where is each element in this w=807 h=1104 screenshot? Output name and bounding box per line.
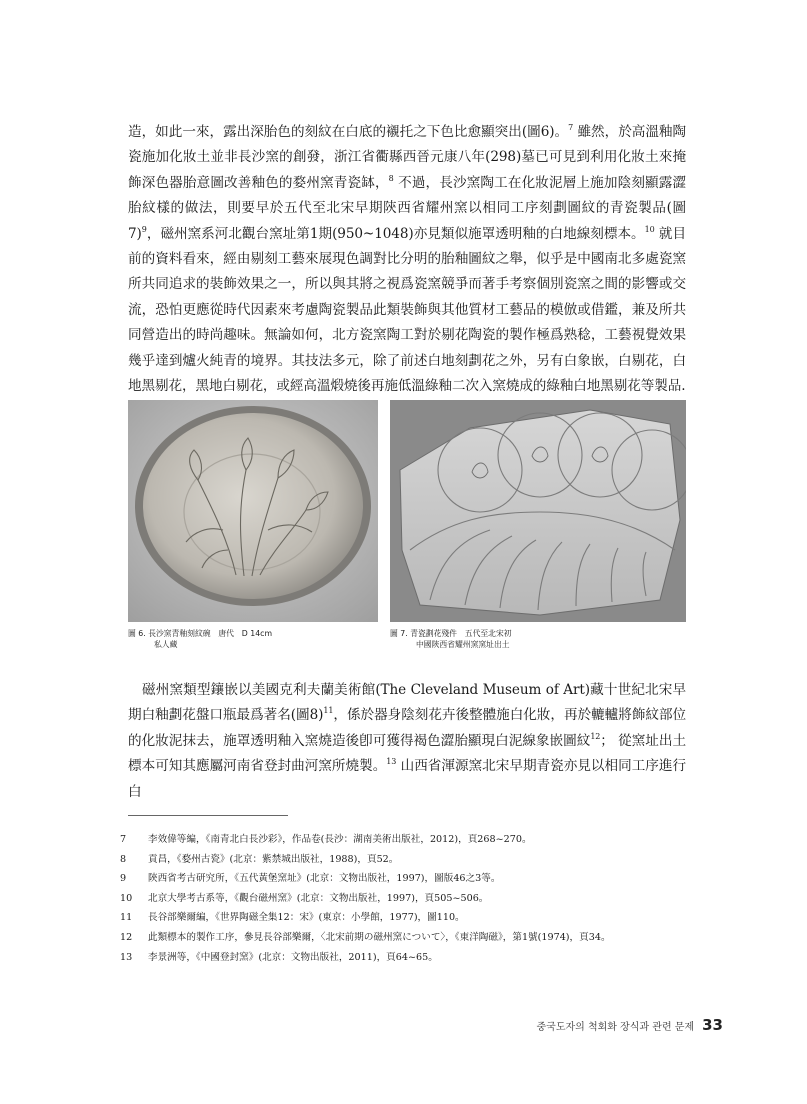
paragraph-text: 就目前的資料看來，經由剔刻工藝來展現色調對比分明的胎釉圖紋之舉，似乎是中國南北多處瓷窯所共同追求的裝飾效果之一，所以與其將之視爲瓷窯競爭而著手考察個別瓷窯之間的影響或交流，恐怕更應從時代因素來考慮陶瓷製品此類裝飾與其他質材工藝品的模倣或借鑑，兼及所共同營造出的時尚趣味。無論如何，北方瓷窯陶工對於剔花陶瓷的製作極爲熟稔，工藝視覺效果幾乎達到爐火純青的境界。其技法多元，除了前述白地刻劃花之外，另有白象嵌，白剔花，白地黑剔花，黑地白剔花，或經高溫煅燒後再施低溫綠釉二次入窯燒成的綠釉白地黑剔花等製品. (128, 225, 686, 395)
running-title: 중국도자의 척회화 장식과 관련 문제 (536, 1022, 695, 1033)
footnote-ref[interactable]: 7 (568, 123, 574, 132)
footnote-item (120, 850, 690, 870)
paragraph-text: ，係於器身陰刻花卉後整體施白化妝，再於轆轤將飾紋部位的化妝泥抹去，施罩透明釉入窯燒造後卽可獲得褐色澀胎顯現白泥線象嵌圖紋 (128, 707, 686, 749)
footnote-item (120, 948, 690, 968)
footnote-item (120, 889, 690, 909)
caption-line: 中國陝西省耀州窯窯址出土 (416, 640, 510, 649)
footnote-text: 此類標本的製作工序，參見長谷部樂爾，〈北宋前期の磁州窯について〉，《東洋陶磁》，第1號(1974)，頁34。 (148, 931, 611, 943)
footnote-text: 北京大學考古系等，《觀台磁州窯》(北京：文物出版社，1997)，頁505~506。 (148, 892, 489, 904)
figure-7-shard-photo (390, 400, 686, 622)
paragraph-text: ； 從窯址出土標本可知其應屬河南省登封曲河窯所燒製。 (128, 732, 686, 775)
footnote-number: 11 (120, 912, 133, 924)
paragraph-text: 不過，長沙窯陶工在化妝泥層上施加陰刻顯露澀胎紋樣的做法，則要早於五代至北宋早期陝西省耀州窯以相同工序刻劃圖紋的青瓷製品(圖7) (128, 174, 686, 242)
paragraph-text: ，磁州窯系河北觀台窯址第1期(950~1048)亦見類似施罩透明釉的白地線刻標本。 (146, 225, 645, 242)
footnote-item (120, 869, 690, 889)
footnote-number: 7 (120, 834, 127, 845)
body-paragraph-1 (128, 120, 686, 399)
bowl-image (128, 400, 378, 622)
paragraph-text: 造，如此一來，露出深胎色的刻紋在白底的襯托之下色比愈顯突出(圖6)。 (128, 124, 569, 140)
footnote-text: 長谷部樂爾編，《世界陶磁全集12：宋》(東京：小學館，1977)，圖110。 (148, 912, 465, 924)
footnote-number: 8 (120, 853, 127, 865)
paragraph-text: 磁州窯類型鑲嵌以美國克利夫蘭美術館(The Cleveland Museum of Art)藏十世紀北宋早期白釉劃花盤口瓶最爲著名(圖8) (128, 682, 686, 724)
footnote-number: 10 (120, 892, 133, 904)
body-paragraph-2 (128, 678, 686, 805)
footnote-text: 李景洲等，《中國登封窯》(北京：文物出版社，2011)，頁64~65。 (148, 951, 438, 963)
footnote-ref[interactable]: 9 (141, 224, 147, 234)
shard-image (390, 400, 686, 622)
footnote-divider (128, 815, 288, 816)
footnote-text: 貢昌，《婺州古瓷》(北京：紫禁城出版社，1988)，頁52。 (148, 853, 399, 865)
footnote-number: 13 (120, 951, 133, 963)
footnote-ref[interactable]: 8 (388, 173, 394, 183)
caption-line: 私人藏 (154, 640, 178, 649)
caption-line: 圖 7. 青瓷劃花殘件 五代至北宋初 (390, 629, 512, 638)
figure-7-caption (390, 628, 686, 650)
footnote-ref[interactable]: 10 (644, 224, 655, 234)
footnote-text: 李效偉等編，《南青北白長沙彩》，作品卷(長沙：湖南美術出版社，2012)，頁268~270。 (148, 834, 532, 845)
figure-6-bowl-photo (128, 400, 378, 622)
caption-line: 圖 6. 長沙窯青釉刻紋碗 唐代 D 14cm (128, 629, 273, 638)
footnote-number: 12 (120, 931, 133, 943)
footnote-text: 陝西省考古研究所，《五代黃堡窯址》(北京：文物出版社，1997)，圖版46之3等。 (148, 873, 501, 885)
footnotes (120, 830, 690, 967)
footnote-ref[interactable]: 12 (590, 731, 601, 741)
figure-6-caption (128, 628, 378, 650)
footnote-item (120, 830, 690, 850)
page-number: 33 (702, 1016, 723, 1034)
footnote-item (120, 928, 690, 948)
footnote-number: 9 (120, 873, 127, 885)
paragraph-text: 山西省渾源窯北宋早期青瓷亦見以相同工序進行白 (128, 758, 686, 800)
page-footer (537, 1016, 724, 1034)
footnote-ref[interactable]: 13 (386, 757, 397, 767)
footnote-ref[interactable]: 11 (323, 706, 334, 716)
footnote-item (120, 908, 690, 928)
paragraph-text: 雖然，於高溫釉陶瓷施加化妝土並非長沙窯的創發，浙江省衢縣西晉元康八年(298)墓已可見到利用化妝土來掩飾深色器胎意圖改善釉色的婺州窯青瓷缽， (128, 124, 687, 191)
